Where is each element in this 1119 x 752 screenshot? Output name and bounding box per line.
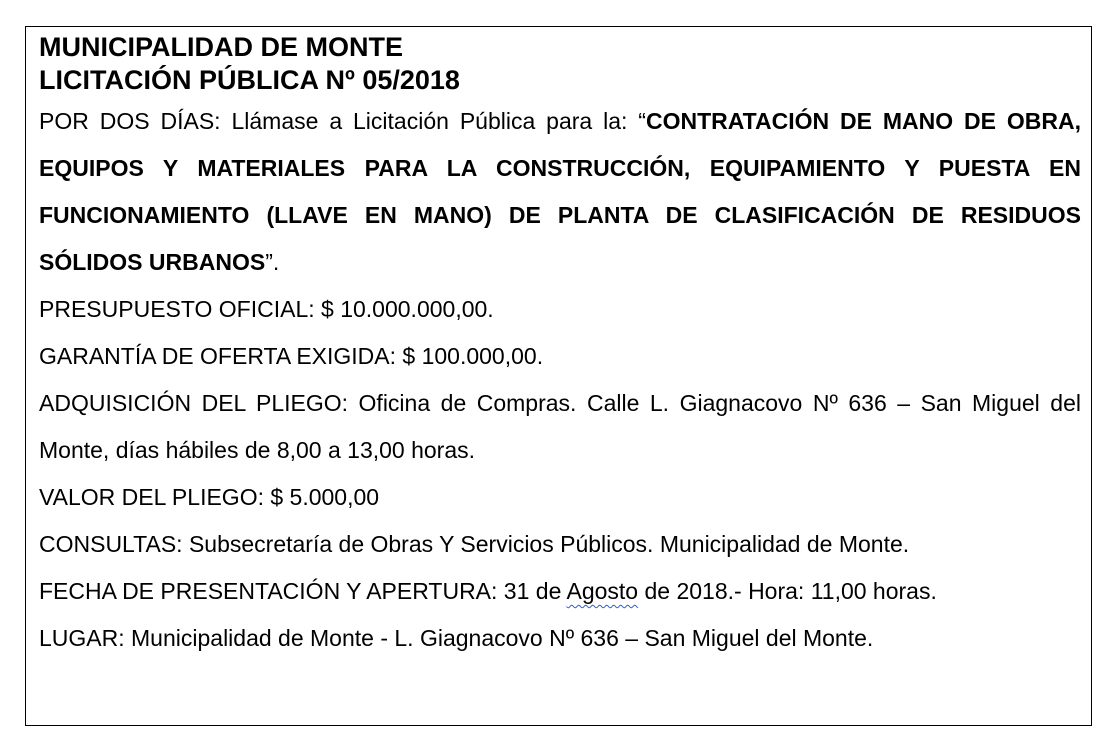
guarantee-line: GARANTÍA DE OFERTA EXIGIDA: $ 100.000,00.	[39, 343, 544, 369]
consultations-line: CONSULTAS: Subsecretaría de Obras Y Servicios Públicos. Municipalidad de Monte.	[39, 531, 910, 557]
notice-content	[39, 31, 1081, 662]
budget-line: PRESUPUESTO OFICIAL: $ 10.000.000,00.	[39, 296, 494, 322]
tender-number-heading: LICITACIÓN PÚBLICA Nº 05/2018	[39, 65, 460, 95]
notice-title	[39, 31, 1081, 97]
intro-prefix: POR DOS DÍAS: Llámase a Licitación Pública para la: “	[39, 108, 646, 134]
opening-paragraph	[39, 568, 1081, 615]
place-line: LUGAR: Municipalidad de Monte - L. Giagnacovo Nº 636 – San Miguel del Monte.	[39, 625, 874, 651]
municipality-heading: MUNICIPALIDAD DE MONTE	[39, 32, 403, 62]
notice-box	[25, 26, 1092, 726]
intro-paragraph	[39, 98, 1081, 286]
spellcheck-flagged-word: Agosto	[566, 578, 639, 604]
opening-after: de 2018.- Hora: 11,00 horas.	[638, 578, 937, 604]
tender-object: CONTRATACIÓN DE MANO DE OBRA, EQUIPOS Y MATERIALES PARA LA CONSTRUCCIÓN, EQUIPAMIENTO Y PUESTA EN FUNCIONAMIENTO (LLAVE EN MANO) DE PLANTA DE CLASIFICACIÓN DE RESIDUOS SÓLIDOS URBANOS	[39, 108, 1082, 275]
value-line: VALOR DEL PLIEGO: $ 5.000,00	[39, 484, 380, 510]
intro-suffix: ”.	[265, 249, 280, 275]
opening-before: FECHA DE PRESENTACIÓN Y APERTURA: 31 de	[39, 578, 567, 604]
acquisition-paragraph: ADQUISICIÓN DEL PLIEGO: Oficina de Compras. Calle L. Giagnacovo Nº 636 – San Miguel del Monte, días hábiles de 8,00 a 13,00 horas.	[39, 390, 1081, 463]
